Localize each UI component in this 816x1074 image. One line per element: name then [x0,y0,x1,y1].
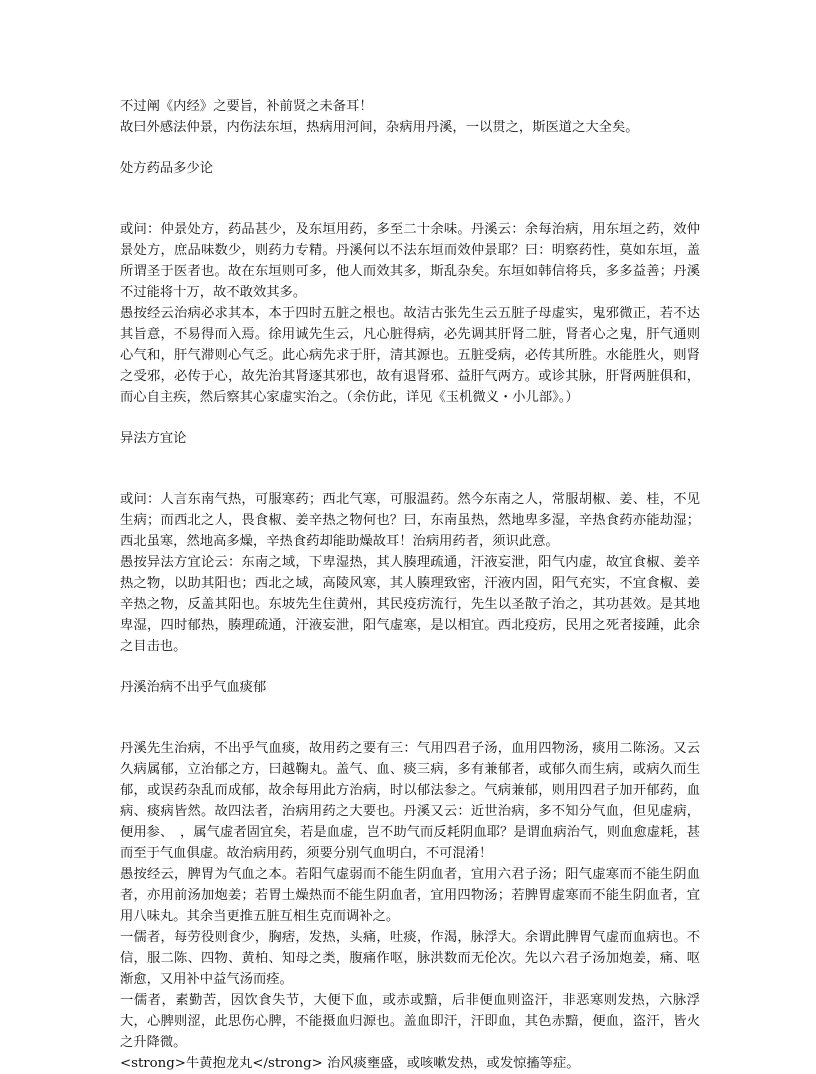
section-title-prescription: 处方药品多少论 [120,161,214,176]
section-2-paragraph-1: 或问：人言东南气热，可服寒药；西北气寒，可服温药。然今东南之人，常服胡椒、姜、桂，不见生病；而西北之人，畏食椒、姜辛热之物何也？曰，东南虽热，然地卑多湿，辛热食药亦能劫湿；西北虽寒，然地高多燥，辛热食药却能助燥故耳！治病用药者，须识此意。 [120,492,700,549]
intro-line-2: 故曰外感法仲景，内伤法东垣，热病用河间，杂病用丹溪，一以贯之，斯医道之大全矣。 [120,120,639,135]
section-3-paragraph-2: 愚按经云，脾胃为气血之本。若阳气虚弱而不能生阴血者，宜用六君子汤；阳气虚寒而不能生阴血者，亦用前汤加炮姜；若胃土燥热而不能生阴血者，宜用四物汤；若脾胃虚寒而不能生阴血者，宜用八味丸。其余当更推五脏互相生克而调补之。 [120,867,700,924]
section-2-paragraph-2: 愚按异法方宜论云：东南之域，下卑湿热，其人腠理疏通，汗液妄泄，阳气内虚，故宜食椒、姜辛热之物，以助其阳也；西北之域，高陵风寒，其人腠理致密，汗液内固，阳气充实，不宜食椒、姜辛热之物，反盖其阳也。东坡先生住黄州，其民疫疠流行，先生以圣散子治之，其功甚效。是其地卑湿，四时郁热，腠理疏通，汗液妄泄，阳气虚寒，是以相宜。西北疫疠，民用之死者接踵，此余之目击也。 [120,555,700,654]
document-page [120,96,700,1074]
section-3-paragraph-5: <strong>牛黄抱龙丸</strong> 治风痰壅盛，或咳嗽发热，或发惊搐等症。 [120,1056,580,1071]
section-1-paragraph-1: 或问：仲景处方，药品甚少，及东垣用药，多至二十余味。丹溪云：余每治病，用东垣之药，效仲景处方，庶品味数少，则药力专精。丹溪何以不法东垣而效仲景耶？曰：明察药性，莫如东垣，盖所谓圣于医者也。故在东垣则可多，他人而效其多，斯乱杂矣。东垣如韩信将兵，多多益善；丹溪不过能将十万，故不敢效其多。 [120,222,700,300]
section-title-danxi: 丹溪治病不出乎气血痰郁 [120,680,267,695]
section-title-regional-methods: 异法方宜论 [120,431,187,446]
section-1-paragraph-2: 愚按经云治病必求其本，本于四时五脏之根也。故洁古张先生云五脏子母虚实，鬼邪微正，若不达其旨意，不易得而入焉。徐用诚先生云，凡心脏得病，必先调其肝肾二脏，肾者心之鬼，肝气通则心气和，肝气滞则心气乏。此心病先求于肝，清其源也。五脏受病，必传其所胜。水能胜火，则肾之受邪，必传于心，故先治其肾逐其邪也，故有退肾邪、益肝气两方。或诊其脉，肝肾两脏俱和，而心自主疾，然后察其心家虚实治之。（余仿此，详见《玉机微义・小儿部》。） [120,306,700,405]
section-3-paragraph-3: 一儒者，每劳役则食少，胸痞，发热，头痛，吐痰，作渴，脉浮大。余谓此脾胃气虚而血病也。不信，服二陈、四物、黄柏、知母之类，腹痛作呕，脉洪数而无伦次。先以六君子汤加炮姜，痛、呕渐愈，又用补中益气汤而痊。 [120,930,700,987]
intro-line-1: 不过阐《内经》之要旨，补前贤之未备耳！ [120,99,373,114]
section-3-paragraph-4: 一儒者，素勤苦，因饮食失节，大便下血，或赤或黯，后非便血则盗汗，非恶寒则发热，六脉浮大，心脾则涩，此思伤心脾，不能摄血归源也。盖血即汗，汗即血，其色赤黯，便血，盗汗，皆火之升降微。 [120,993,700,1050]
section-3-paragraph-1: 丹溪先生治病，不出乎气血痰，故用药之要有三：气用四君子汤，血用四物汤，痰用二陈汤。又云久病属郁，立治郁之方，曰越鞠丸。盖气、血、痰三病，多有兼郁者，或郁久而生病，或病久而生郁，或误药杂乱而成郁，故余每用此方治病，时以郁法参之。气病兼郁，则用四君子加开郁药，血病、痰病皆然。故四法者，治病用药之大要也。丹溪又云：近世治病，多不知分气血，但见虚病，便用参、 ，属气虚者固宜矣，若是血虚，岂不助气而反耗阴血耶？是谓血病治气，则血愈虚耗，甚而至于气血俱虚。故治病用药，须要分别气血明白，不可混淆！ [120,741,700,861]
